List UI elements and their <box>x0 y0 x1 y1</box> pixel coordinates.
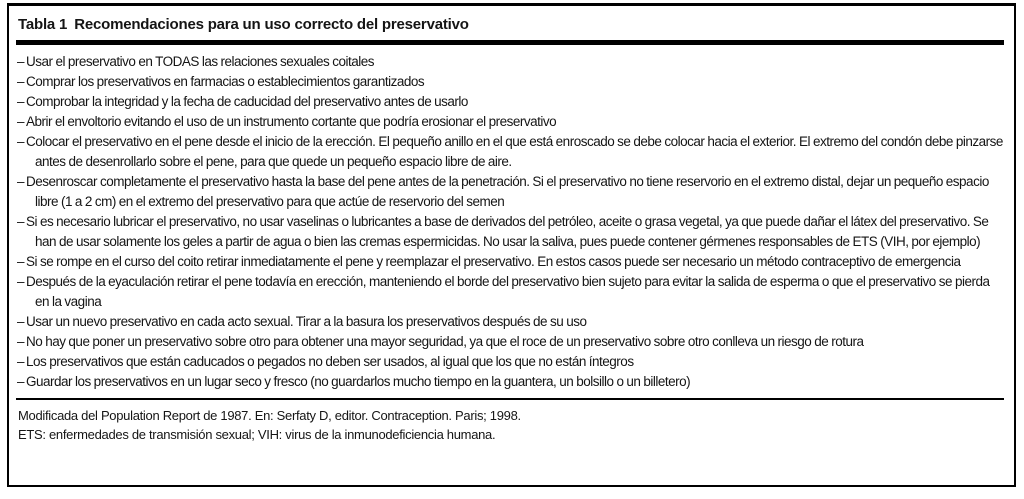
recommendation-item <box>9 52 1004 72</box>
item-text: Usar un nuevo preservativo en cada acto sexual. Tirar a la basura los preservativos después de su uso <box>26 314 587 329</box>
footnote-source: Modificada del Population Report de 1987. En: Serfaty D, editor. Contraception. Paris; 1998. <box>18 408 521 423</box>
item-dash: – <box>17 254 25 269</box>
recommendation-item <box>9 92 1004 112</box>
item-dash: – <box>17 74 25 89</box>
recommendation-item <box>9 312 1004 332</box>
recommendation-item <box>9 212 1004 252</box>
item-dash: – <box>17 114 25 129</box>
item-dash: – <box>17 94 25 109</box>
item-dash: – <box>17 134 25 149</box>
recommendation-item <box>9 112 1004 132</box>
item-dash: – <box>17 334 25 349</box>
item-text: Si es necesario lubricar el preservativo, no usar vaselinas o lubricantes a base de derivados del petróleo, aceite o grasa vegetal, ya que puede dañar el látex del preservativo. Se han de usar solamente los geles a partir de agua o bien las cremas espermicidas. No usar la saliva, pues puede contener gérmenes responsables de ETS (VIH, por ejemplo) <box>26 214 989 249</box>
recommendation-item <box>9 332 1004 352</box>
item-dash: – <box>17 214 25 229</box>
recommendation-item <box>9 372 1004 392</box>
table-number-label: Tabla 1 <box>18 16 68 33</box>
item-dash: – <box>17 174 25 189</box>
item-dash: – <box>17 274 25 289</box>
table-title-text: Recomendaciones para un uso correcto del preservativo <box>74 16 469 33</box>
item-dash: – <box>17 374 25 389</box>
recommendation-item <box>9 72 1004 92</box>
item-dash: – <box>17 354 25 369</box>
item-text: Los preservativos que están caducados o pegados no deben ser usados, al igual que los que no están íntegros <box>26 354 634 369</box>
scanned-page <box>0 3 1024 499</box>
table-1-card <box>7 3 1016 487</box>
item-text: Abrir el envoltorio evitando el uso de un instrumento cortante que podría erosionar el preservativo <box>26 114 557 129</box>
recommendation-item <box>9 272 1004 312</box>
item-text: Colocar el preservativo en el pene desde el inicio de la erección. El pequeño anillo en el que está enroscado se debe colocar hacia el exterior. El extremo del condón debe pinzarse antes de desenrollarlo sobre el pene, para que quede un pequeño espacio libre de aire. <box>26 134 1003 169</box>
item-text: No hay que poner un preservativo sobre otro para obtener una mayor seguridad, ya que el roce de un preservativo sobre otro conlleva un riesgo de rotura <box>26 334 864 349</box>
table-title <box>9 6 1014 40</box>
item-text: Guardar los preservativos en un lugar seco y fresco (no guardarlos mucho tiempo en la guantera, un bolsillo o un billetero) <box>26 374 691 389</box>
item-dash: – <box>17 314 25 329</box>
recommendation-item <box>9 172 1004 212</box>
recommendation-item <box>9 132 1004 172</box>
item-text: Usar el preservativo en TODAS las relaciones sexuales coitales <box>26 54 375 69</box>
item-dash: – <box>17 54 25 69</box>
recommendations-list <box>9 45 1014 398</box>
item-text: Desenroscar completamente el preservativo hasta la base del pene antes de la penetración. Si el preservativo no tiene reservorio en el extremo distal, dejar un pequeño espacio libre (1 a 2 cm) en el extremo del preservativo para que actúe de reservorio del semen <box>26 174 989 209</box>
recommendation-item <box>9 352 1004 372</box>
item-text: Comprar los preservativos en farmacias o establecimientos garantizados <box>26 74 425 89</box>
item-text: Comprobar la integridad y la fecha de caducidad del preservativo antes de usarlo <box>26 94 468 109</box>
footnote-abbreviations: ETS: enfermedades de transmisión sexual; VIH: virus de la inmunodeficiencia humana. <box>18 427 496 442</box>
recommendation-item <box>9 252 1004 272</box>
item-text: Después de la eyaculación retirar el pene todavía en erección, manteniendo el borde del preservativo bien sujeto para evitar la salida de esperma o que el preservativo se pierda en la vagina <box>26 274 990 309</box>
item-text: Si se rompe en el curso del coito retirar inmediatamente el pene y reemplazar el preservativo. En estos casos puede ser necesario un método contraceptivo de emergencia <box>26 254 961 269</box>
footnotes <box>9 400 1014 452</box>
